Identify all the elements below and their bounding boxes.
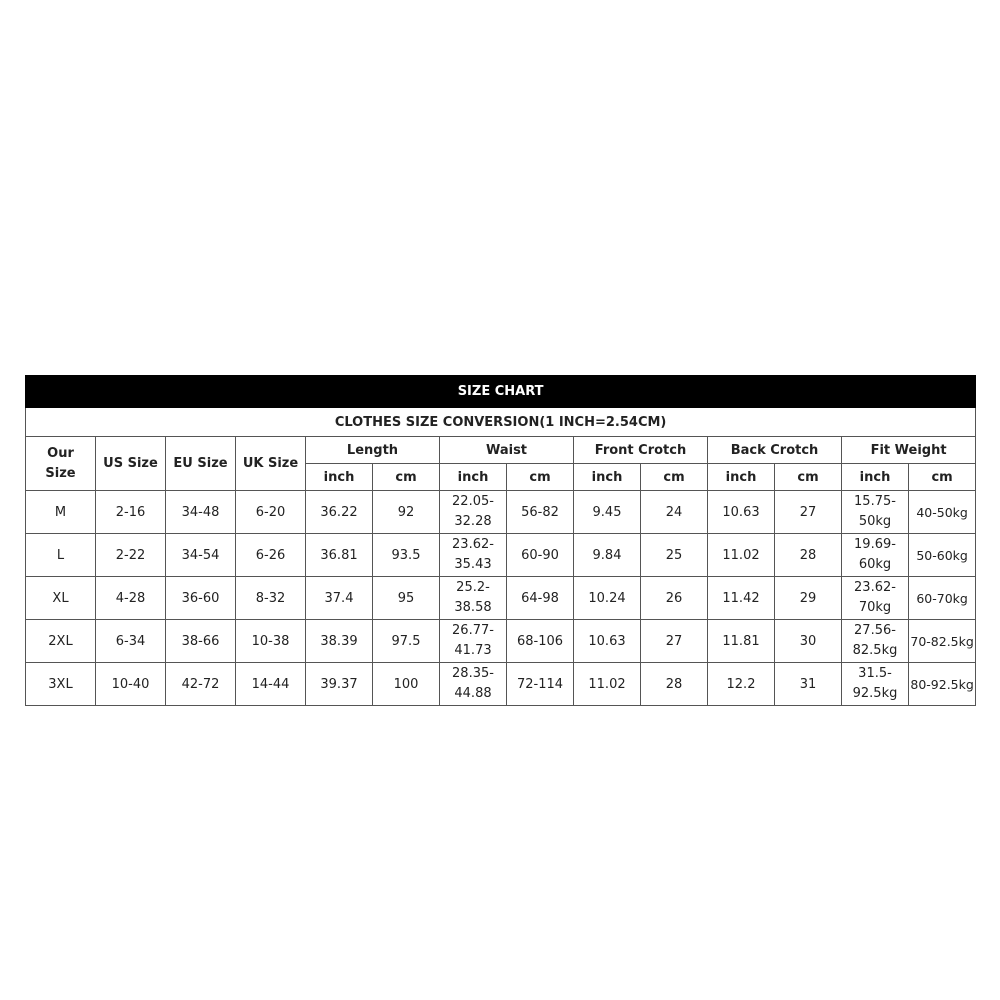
cell-fit-inch bbox=[842, 620, 909, 663]
subheader-waist-inch: inch bbox=[440, 464, 507, 491]
cell-waist-inch bbox=[440, 663, 507, 706]
cell-back-inch: 11.02 bbox=[708, 534, 775, 577]
cell-fit-inch bbox=[842, 491, 909, 534]
table-row bbox=[26, 534, 976, 577]
cell-our-size: XL bbox=[26, 577, 96, 620]
cell-fit-cm: 50-60kg bbox=[909, 534, 976, 577]
cell-us-size: 10-40 bbox=[96, 663, 166, 706]
cell-waist-cm: 56-82 bbox=[507, 491, 574, 534]
size-chart-table bbox=[25, 375, 976, 706]
cell-fit-cm: 60-70kg bbox=[909, 577, 976, 620]
subheader-waist-cm: cm bbox=[507, 464, 574, 491]
subheader-length-cm: cm bbox=[373, 464, 440, 491]
subheader-front-inch: inch bbox=[574, 464, 641, 491]
cell-our-size: L bbox=[26, 534, 96, 577]
size-chart bbox=[25, 375, 975, 706]
cell-fit-inch bbox=[842, 577, 909, 620]
subheader-length-inch: inch bbox=[306, 464, 373, 491]
cell-uk-size: 8-32 bbox=[236, 577, 306, 620]
cell-our-size: 3XL bbox=[26, 663, 96, 706]
cell-front-cm: 26 bbox=[641, 577, 708, 620]
cell-waist-inch-line1: 23.62- bbox=[452, 537, 494, 552]
cell-fit-inch-line1: 31.5- bbox=[858, 666, 892, 681]
header-our-size-line1: Our bbox=[47, 445, 74, 461]
cell-length-cm: 93.5 bbox=[373, 534, 440, 577]
chart-subtitle: CLOTHES SIZE CONVERSION(1 INCH=2.54CM) bbox=[26, 408, 976, 437]
cell-us-size: 2-16 bbox=[96, 491, 166, 534]
cell-back-cm: 31 bbox=[775, 663, 842, 706]
cell-our-size: 2XL bbox=[26, 620, 96, 663]
cell-eu-size: 38-66 bbox=[166, 620, 236, 663]
cell-uk-size: 6-20 bbox=[236, 491, 306, 534]
cell-eu-size: 42-72 bbox=[166, 663, 236, 706]
cell-waist-cm: 60-90 bbox=[507, 534, 574, 577]
cell-front-cm: 24 bbox=[641, 491, 708, 534]
cell-back-cm: 28 bbox=[775, 534, 842, 577]
cell-front-inch: 9.45 bbox=[574, 491, 641, 534]
cell-front-cm: 27 bbox=[641, 620, 708, 663]
cell-waist-cm: 64-98 bbox=[507, 577, 574, 620]
cell-length-cm: 95 bbox=[373, 577, 440, 620]
cell-front-inch: 11.02 bbox=[574, 663, 641, 706]
cell-waist-inch-line2: 38.58 bbox=[454, 600, 492, 615]
cell-front-inch: 9.84 bbox=[574, 534, 641, 577]
header-length: Length bbox=[306, 437, 440, 464]
cell-waist-inch-line2: 35.43 bbox=[454, 557, 492, 572]
cell-front-inch: 10.24 bbox=[574, 577, 641, 620]
cell-waist-inch-line1: 28.35- bbox=[452, 666, 494, 681]
cell-our-size: M bbox=[26, 491, 96, 534]
cell-length-inch: 36.81 bbox=[306, 534, 373, 577]
cell-length-cm: 92 bbox=[373, 491, 440, 534]
header-waist: Waist bbox=[440, 437, 574, 464]
cell-waist-inch-line1: 22.05- bbox=[452, 494, 494, 509]
cell-fit-inch-line1: 15.75- bbox=[854, 494, 896, 509]
cell-uk-size: 14-44 bbox=[236, 663, 306, 706]
cell-length-inch: 38.39 bbox=[306, 620, 373, 663]
cell-waist-inch-line2: 44.88 bbox=[454, 686, 492, 701]
cell-eu-size: 34-48 bbox=[166, 491, 236, 534]
cell-waist-cm: 68-106 bbox=[507, 620, 574, 663]
cell-waist-cm: 72-114 bbox=[507, 663, 574, 706]
cell-fit-cm: 80-92.5kg bbox=[909, 663, 976, 706]
cell-fit-inch-line2: 70kg bbox=[858, 600, 892, 615]
cell-front-inch: 10.63 bbox=[574, 620, 641, 663]
cell-back-inch: 11.42 bbox=[708, 577, 775, 620]
chart-title: SIZE CHART bbox=[26, 376, 976, 408]
cell-fit-inch-line1: 19.69- bbox=[854, 537, 896, 552]
header-our-size-line2: Size bbox=[45, 465, 76, 481]
cell-us-size: 2-22 bbox=[96, 534, 166, 577]
table-row bbox=[26, 491, 976, 534]
cell-waist-inch bbox=[440, 491, 507, 534]
subheader-back-cm: cm bbox=[775, 464, 842, 491]
cell-front-cm: 28 bbox=[641, 663, 708, 706]
cell-waist-inch bbox=[440, 620, 507, 663]
cell-us-size: 4-28 bbox=[96, 577, 166, 620]
header-fit-weight: Fit Weight bbox=[842, 437, 976, 464]
cell-length-inch: 36.22 bbox=[306, 491, 373, 534]
cell-us-size: 6-34 bbox=[96, 620, 166, 663]
cell-waist-inch-line2: 41.73 bbox=[454, 643, 492, 658]
cell-length-cm: 100 bbox=[373, 663, 440, 706]
subheader-fit-cm: cm bbox=[909, 464, 976, 491]
cell-length-inch: 39.37 bbox=[306, 663, 373, 706]
cell-front-cm: 25 bbox=[641, 534, 708, 577]
table-row bbox=[26, 620, 976, 663]
cell-fit-inch-line2: 82.5kg bbox=[852, 643, 898, 658]
cell-fit-inch-line1: 27.56- bbox=[854, 623, 896, 638]
cell-fit-inch-line1: 23.62- bbox=[854, 580, 896, 595]
header-us-size: US Size bbox=[96, 437, 166, 491]
subheader-back-inch: inch bbox=[708, 464, 775, 491]
cell-fit-inch-line2: 60kg bbox=[858, 557, 892, 572]
cell-fit-inch-line2: 50kg bbox=[858, 514, 892, 529]
subheader-front-cm: cm bbox=[641, 464, 708, 491]
cell-uk-size: 10-38 bbox=[236, 620, 306, 663]
cell-uk-size: 6-26 bbox=[236, 534, 306, 577]
header-our-size bbox=[26, 437, 96, 491]
header-back-crotch: Back Crotch bbox=[708, 437, 842, 464]
cell-waist-inch bbox=[440, 534, 507, 577]
cell-waist-inch bbox=[440, 577, 507, 620]
cell-back-inch: 11.81 bbox=[708, 620, 775, 663]
header-eu-size: EU Size bbox=[166, 437, 236, 491]
cell-length-cm: 97.5 bbox=[373, 620, 440, 663]
header-uk-size: UK Size bbox=[236, 437, 306, 491]
cell-fit-inch-line2: 92.5kg bbox=[852, 686, 898, 701]
cell-waist-inch-line2: 32.28 bbox=[454, 514, 492, 529]
cell-back-cm: 29 bbox=[775, 577, 842, 620]
cell-waist-inch-line1: 25.2- bbox=[456, 580, 490, 595]
cell-length-inch: 37.4 bbox=[306, 577, 373, 620]
cell-fit-inch bbox=[842, 663, 909, 706]
cell-back-cm: 30 bbox=[775, 620, 842, 663]
table-row bbox=[26, 577, 976, 620]
header-front-crotch: Front Crotch bbox=[574, 437, 708, 464]
table-row bbox=[26, 663, 976, 706]
cell-fit-cm: 40-50kg bbox=[909, 491, 976, 534]
cell-fit-inch bbox=[842, 534, 909, 577]
subheader-fit-inch: inch bbox=[842, 464, 909, 491]
cell-back-inch: 12.2 bbox=[708, 663, 775, 706]
cell-fit-cm: 70-82.5kg bbox=[909, 620, 976, 663]
cell-back-inch: 10.63 bbox=[708, 491, 775, 534]
cell-eu-size: 34-54 bbox=[166, 534, 236, 577]
cell-back-cm: 27 bbox=[775, 491, 842, 534]
cell-waist-inch-line1: 26.77- bbox=[452, 623, 494, 638]
cell-eu-size: 36-60 bbox=[166, 577, 236, 620]
